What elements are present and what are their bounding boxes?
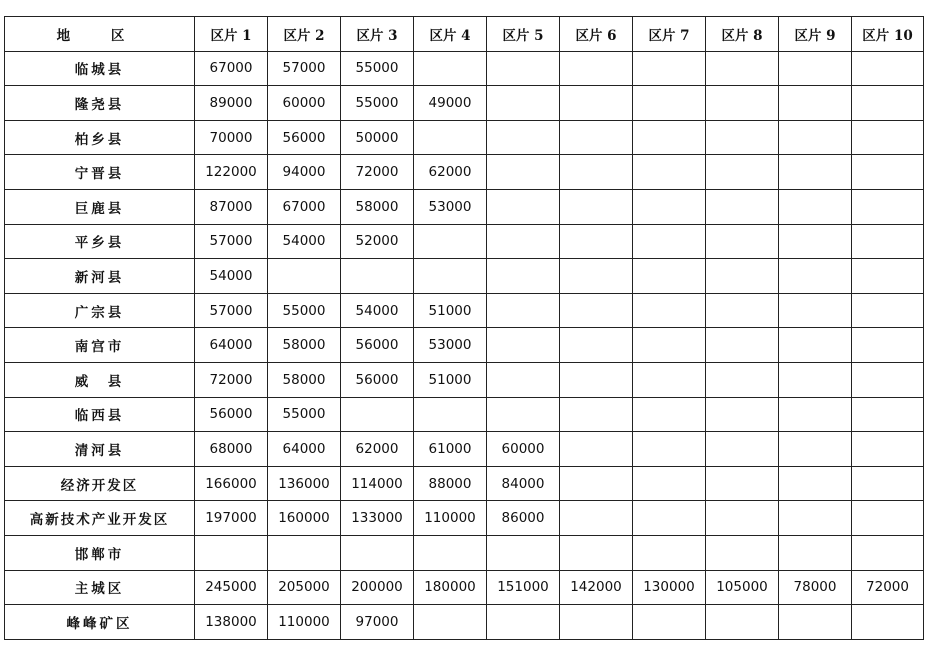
price-cell [414, 224, 487, 259]
price-cell: 56000 [341, 328, 414, 363]
price-cell [633, 501, 706, 536]
price-cell [779, 535, 852, 570]
table-row [5, 86, 924, 121]
price-cell: 57000 [195, 224, 268, 259]
region-cell: 南宫市 [5, 328, 195, 363]
price-cell [633, 432, 706, 467]
header-column: 区片 3 [341, 17, 414, 52]
price-cell [560, 605, 633, 640]
price-cell [852, 120, 924, 155]
land-price-table [4, 16, 924, 640]
price-cell: 54000 [268, 224, 341, 259]
price-cell: 97000 [341, 605, 414, 640]
price-cell [706, 224, 779, 259]
price-cell [487, 362, 560, 397]
price-cell: 72000 [852, 570, 924, 605]
price-cell [487, 86, 560, 121]
price-cell [487, 120, 560, 155]
price-cell: 67000 [195, 51, 268, 86]
region-cell: 广宗县 [5, 293, 195, 328]
price-cell [268, 259, 341, 294]
price-cell: 160000 [268, 501, 341, 536]
price-cell [706, 120, 779, 155]
price-cell [341, 535, 414, 570]
price-cell [633, 535, 706, 570]
price-cell [341, 397, 414, 432]
price-cell [341, 259, 414, 294]
price-cell [779, 432, 852, 467]
price-cell [633, 293, 706, 328]
table-body [5, 51, 924, 639]
price-cell [706, 466, 779, 501]
price-cell: 60000 [268, 86, 341, 121]
header-column: 区片 10 [852, 17, 924, 52]
price-cell: 56000 [341, 362, 414, 397]
price-cell [779, 51, 852, 86]
price-cell: 68000 [195, 432, 268, 467]
price-cell [852, 51, 924, 86]
price-cell [706, 535, 779, 570]
table-row [5, 605, 924, 640]
header-column: 区片 6 [560, 17, 633, 52]
price-cell [852, 155, 924, 190]
price-cell [779, 293, 852, 328]
region-cell: 柏乡县 [5, 120, 195, 155]
header-column: 区片 2 [268, 17, 341, 52]
table-row [5, 570, 924, 605]
price-cell [779, 259, 852, 294]
price-cell [779, 86, 852, 121]
price-cell [633, 605, 706, 640]
price-cell: 64000 [195, 328, 268, 363]
price-cell [487, 397, 560, 432]
price-cell [560, 328, 633, 363]
price-cell [560, 189, 633, 224]
region-cell: 巨鹿县 [5, 189, 195, 224]
price-cell [852, 259, 924, 294]
price-cell: 55000 [268, 397, 341, 432]
table-row [5, 293, 924, 328]
price-cell: 110000 [414, 501, 487, 536]
price-cell: 84000 [487, 466, 560, 501]
price-cell [779, 397, 852, 432]
price-cell [706, 189, 779, 224]
price-cell [268, 535, 341, 570]
region-cell: 平乡县 [5, 224, 195, 259]
price-cell [633, 328, 706, 363]
price-cell [560, 86, 633, 121]
price-cell [560, 466, 633, 501]
table-row [5, 501, 924, 536]
table-row [5, 397, 924, 432]
price-cell: 55000 [341, 86, 414, 121]
table-row [5, 466, 924, 501]
price-cell: 53000 [414, 189, 487, 224]
price-cell: 60000 [487, 432, 560, 467]
price-cell [487, 224, 560, 259]
table-row [5, 51, 924, 86]
price-cell [852, 293, 924, 328]
price-cell: 166000 [195, 466, 268, 501]
price-cell: 130000 [633, 570, 706, 605]
price-cell: 52000 [341, 224, 414, 259]
price-cell [852, 605, 924, 640]
header-column: 区片 8 [706, 17, 779, 52]
price-cell [633, 155, 706, 190]
price-cell [487, 259, 560, 294]
price-cell [560, 51, 633, 86]
price-cell: 56000 [268, 120, 341, 155]
price-cell [779, 328, 852, 363]
price-cell [414, 51, 487, 86]
region-cell: 主城区 [5, 570, 195, 605]
price-cell [560, 432, 633, 467]
price-cell [487, 328, 560, 363]
price-cell: 57000 [268, 51, 341, 86]
table-row [5, 362, 924, 397]
price-cell: 55000 [341, 51, 414, 86]
price-cell [852, 397, 924, 432]
price-cell: 86000 [487, 501, 560, 536]
table-row [5, 328, 924, 363]
price-cell [779, 466, 852, 501]
price-cell [560, 362, 633, 397]
price-cell: 72000 [341, 155, 414, 190]
region-cell: 宁晋县 [5, 155, 195, 190]
header-column: 区片 7 [633, 17, 706, 52]
price-cell [779, 362, 852, 397]
price-cell: 72000 [195, 362, 268, 397]
price-cell [487, 155, 560, 190]
price-cell: 151000 [487, 570, 560, 605]
price-cell [779, 189, 852, 224]
region-cell: 新河县 [5, 259, 195, 294]
price-cell [779, 501, 852, 536]
price-cell [633, 120, 706, 155]
table-row [5, 259, 924, 294]
price-cell [779, 155, 852, 190]
price-cell: 62000 [414, 155, 487, 190]
header-column: 区片 5 [487, 17, 560, 52]
price-cell: 110000 [268, 605, 341, 640]
region-cell: 临西县 [5, 397, 195, 432]
price-cell [706, 397, 779, 432]
price-cell [852, 328, 924, 363]
price-cell: 58000 [268, 362, 341, 397]
price-cell: 67000 [268, 189, 341, 224]
price-cell [560, 155, 633, 190]
price-cell: 70000 [195, 120, 268, 155]
table-row [5, 189, 924, 224]
price-cell [560, 397, 633, 432]
price-cell: 94000 [268, 155, 341, 190]
region-cell: 经济开发区 [5, 466, 195, 501]
price-cell [633, 189, 706, 224]
price-cell [487, 293, 560, 328]
price-cell: 54000 [341, 293, 414, 328]
price-cell: 138000 [195, 605, 268, 640]
price-cell: 58000 [341, 189, 414, 224]
price-cell: 245000 [195, 570, 268, 605]
price-cell [706, 605, 779, 640]
price-cell [706, 328, 779, 363]
header-column: 区片 9 [779, 17, 852, 52]
price-cell: 133000 [341, 501, 414, 536]
price-cell: 200000 [341, 570, 414, 605]
price-cell [414, 397, 487, 432]
price-cell [779, 605, 852, 640]
price-cell: 122000 [195, 155, 268, 190]
price-cell: 56000 [195, 397, 268, 432]
price-cell: 62000 [341, 432, 414, 467]
price-cell [706, 51, 779, 86]
price-cell [852, 535, 924, 570]
price-cell: 57000 [195, 293, 268, 328]
price-cell: 114000 [341, 466, 414, 501]
header-row [5, 17, 924, 52]
region-cell: 高新技术产业开发区 [5, 501, 195, 536]
price-cell [706, 362, 779, 397]
price-cell: 89000 [195, 86, 268, 121]
price-cell [414, 605, 487, 640]
price-cell [633, 86, 706, 121]
price-cell [560, 293, 633, 328]
price-cell [706, 155, 779, 190]
region-cell: 临城县 [5, 51, 195, 86]
price-cell: 64000 [268, 432, 341, 467]
price-cell [414, 259, 487, 294]
region-cell: 威 县 [5, 362, 195, 397]
price-cell [414, 120, 487, 155]
region-cell: 邯郸市 [5, 535, 195, 570]
price-cell: 49000 [414, 86, 487, 121]
price-cell: 58000 [268, 328, 341, 363]
price-cell [560, 535, 633, 570]
price-cell [487, 189, 560, 224]
price-cell [633, 397, 706, 432]
price-cell: 61000 [414, 432, 487, 467]
price-cell [852, 432, 924, 467]
table-row [5, 224, 924, 259]
table-row [5, 432, 924, 467]
region-cell: 峰峰矿区 [5, 605, 195, 640]
price-cell [852, 501, 924, 536]
header-region: 地 区 [5, 17, 195, 52]
price-cell: 50000 [341, 120, 414, 155]
price-cell: 142000 [560, 570, 633, 605]
price-cell: 51000 [414, 362, 487, 397]
table-row [5, 535, 924, 570]
price-cell [560, 224, 633, 259]
price-cell [706, 293, 779, 328]
price-cell [852, 189, 924, 224]
price-cell: 78000 [779, 570, 852, 605]
price-cell [633, 224, 706, 259]
price-cell [852, 86, 924, 121]
price-cell [487, 535, 560, 570]
price-cell [633, 362, 706, 397]
price-cell: 88000 [414, 466, 487, 501]
price-cell [560, 259, 633, 294]
table-header [5, 17, 924, 52]
price-cell [414, 535, 487, 570]
header-column: 区片 4 [414, 17, 487, 52]
region-cell: 隆尧县 [5, 86, 195, 121]
price-cell: 55000 [268, 293, 341, 328]
price-cell [852, 224, 924, 259]
price-cell [706, 86, 779, 121]
price-cell: 51000 [414, 293, 487, 328]
price-cell: 197000 [195, 501, 268, 536]
price-cell [852, 466, 924, 501]
price-cell [706, 501, 779, 536]
price-cell [633, 259, 706, 294]
price-cell: 205000 [268, 570, 341, 605]
price-cell [487, 51, 560, 86]
price-cell: 54000 [195, 259, 268, 294]
price-cell: 53000 [414, 328, 487, 363]
price-cell [633, 51, 706, 86]
price-cell [195, 535, 268, 570]
table-row [5, 120, 924, 155]
price-cell [560, 120, 633, 155]
price-cell [633, 466, 706, 501]
price-cell: 136000 [268, 466, 341, 501]
price-cell: 180000 [414, 570, 487, 605]
price-cell [487, 605, 560, 640]
price-cell [706, 432, 779, 467]
price-cell [779, 120, 852, 155]
price-cell: 87000 [195, 189, 268, 224]
region-cell: 清河县 [5, 432, 195, 467]
price-cell [706, 259, 779, 294]
price-cell [852, 362, 924, 397]
price-cell [560, 501, 633, 536]
header-column: 区片 1 [195, 17, 268, 52]
price-cell [779, 224, 852, 259]
price-cell: 105000 [706, 570, 779, 605]
table-row [5, 155, 924, 190]
